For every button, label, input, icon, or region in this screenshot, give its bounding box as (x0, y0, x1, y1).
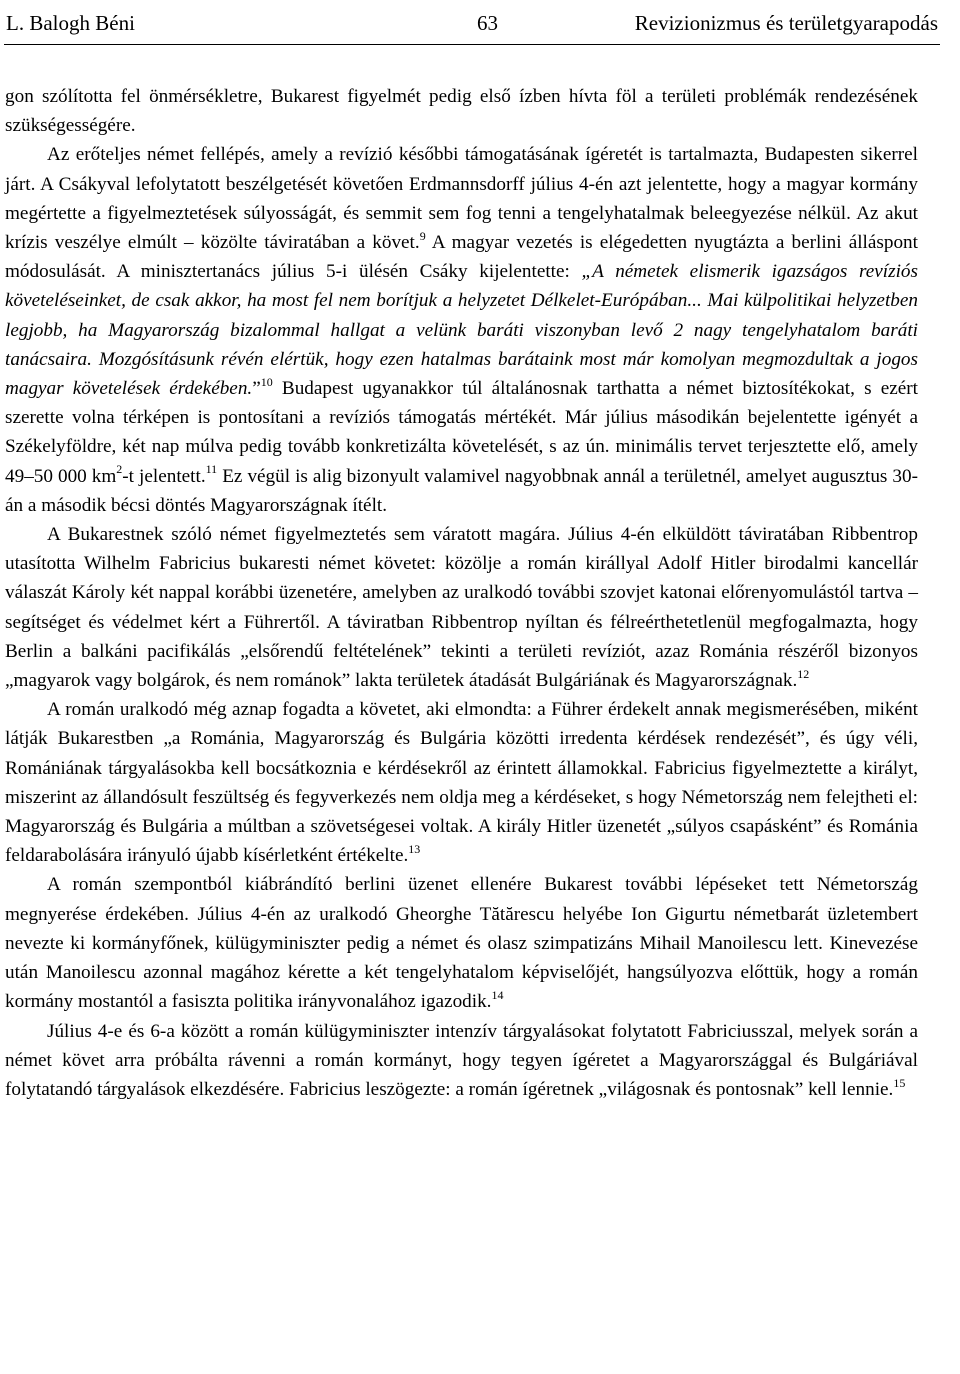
paragraph (5, 520, 918, 695)
text-run: Budapest ugyanakkor túl általánosnak tarthatta a német biztosítékokat, s ezért szerette volna térképen is pontosítani a revíziós támogatás mértékét. Már július másodikán bejelentette igényét a Székelyföldre, két nap múlva pedig tovább konkretizálta követelését, s az ún. minimális tervet terjesztette elő, amely 49–50 000 km (5, 378, 919, 487)
text-run: A Bukarestnek szóló német figyelmeztetés sem váratott magára. Július 4-én elküldött táviratában Ribbentrop utasította Wilhelm Fabricius bukaresti német követet: közölje a román királlyal Adolf Hitler birodalmi kancellár válaszát Károly két nappal korábbi üzenetére, amelyben az uralkodó további szovjet katonai előrenyomulástól tartva – segítséget és védelmet kért a Führertől. A táviratban Ribbentrop nyíltan és félreérthetetlenül megfogalmazta, hogy Berlin a balkáni pacifikálás „elsőrendű feltételének” tekinti a területi revíziót, azaz Románia részéről bizonyos „magyarok vagy bolgárok, és nem románok” lakta területek átadását Bulgáriának és Magyarországnak. (5, 524, 918, 692)
text-run: Július 4-e és 6-a között a román külügyminiszter intenzív tárgyalásokat folytatott Fabriciusszal, melyek során a német követ arra próbálta rávenni a román kormányt, hogy tegyen ígéretet a Magyarországgal és Bulgáriával folytatandó tárgyalások elkezdésére. Fabricius leszögezte: a román ígéretnek „világosnak és pontosnak” kell lennie. (5, 1020, 918, 1100)
text-run: -t jelentett. (122, 465, 206, 487)
paragraph (5, 695, 918, 870)
header-author: L. Balogh Béni (6, 11, 135, 35)
text-run: Az erőteljes német fellépés, amely a revízió későbbi támogatásának ígéretét is tartalmazta, Budapesten sikerrel járt. A Csákyval lefolytatott beszélgetését követően Erdmannsdorff július 4-én azt jelentette, hogy a magyar kormány megértette a figyelmeztetések súlyosságát, és semmit sem fog tenni a tengelyhatalmak beleegyezése nélkül. Az akut krízis veszélye elmúlt – közölte táviratában a követ. (5, 144, 918, 254)
running-header (6, 8, 938, 38)
footnote-ref: 11 (205, 462, 218, 477)
header-page-number: 63 (477, 11, 498, 35)
header-divider (4, 44, 940, 45)
footnote-ref: 14 (491, 987, 504, 1002)
text-run: A román szempontból kiábrándító berlini üzenet ellenére Bukarest további lépéseket tett Németország megnyerése érdekében. Július 4-én az uralkodó Gheorghe Tătărescu helyébe Ion Gigurtu németbarát üzletembert nevezte ki kormányfőnek, külügyminiszter pedig a német és olasz szimpatizáns Mihail Manoilescu lett. Kinevezése után Manoilescu azonnal magához kérette a két tengelyhatalom képviselőjét, hangsúlyozva előttük, hogy a román kormány mostantól a fasiszta politika irányvonalához igazodik. (5, 874, 918, 1013)
footnote-ref: 12 (797, 666, 810, 681)
paragraph (5, 82, 918, 140)
text-run: Ez végül is alig bizonyult valamivel nagyobbnak annál a területnél, amelyet augusztus 30-án a második bécsi döntés Magyarországnak ítélt. (5, 465, 918, 516)
text-run: ” (252, 378, 261, 400)
paragraph (5, 870, 918, 1016)
footnote-ref: 13 (408, 841, 421, 856)
footnote-ref: 10 (260, 374, 273, 389)
header-running-title: Revizionizmus és területgyarapodás (634, 11, 938, 35)
text-run: A román uralkodó még aznap fogadta a követet, aki elmondta: a Führer érdekelt annak megismerésében, miként látják Bukarestben „a Románia, Magyarország és Bulgária közötti irredenta kérdések rendezését”, és úgy véli, Romániának tárgyalásokba kell bocsátkoznia e kérdésekről az érintett államokkal. Fabricius figyelmeztette a királyt, miszerint az állandósult feszültség és fegyverkezés nem oldja meg a kérdéseket, s hogy Németország nem felejtheti el: Magyarország és Bulgária a múltban a szövetségesei voltak. A király Hitler üzenetét „súlyos csapásként” és Románia feldarabolására irányuló újabb kísérletként értékelte. (5, 699, 918, 867)
footnote-ref: 2 (116, 462, 123, 477)
paragraph (5, 140, 918, 520)
text-run: gon szólította fel önmérsékletre, Bukarest figyelmét pedig első ízben hívta föl a területi problémák rendezésének szükségességére. (5, 86, 918, 137)
quotation-italic: „A németek elismerik igazságos revíziós követeléseinket, de csak akkor, ha most fel nem borítjuk a helyzetet Délkelet-Európában... Mai külpolitikai helyzetben legjobb, ha Magyarország bizalommal hallgat a velünk baráti viszonyban levő 2 nagy tengelyhatalom baráti tanácsaira. Mozgósításunk révén elértük, hogy ezen hatalmas barátaink most már komolyan megmozdultak a jogos magyar követelések érdekében. (5, 261, 918, 400)
body-text (5, 82, 918, 1104)
paragraph (5, 1017, 918, 1105)
footnote-ref: 9 (419, 228, 426, 243)
footnote-ref: 15 (893, 1075, 906, 1090)
text-run: A magyar vezetés is elégedetten nyugtázta a berlini álláspont módosulását. A minisztertanács július 5-i ülésén Csáky kijelentette: (5, 232, 918, 283)
